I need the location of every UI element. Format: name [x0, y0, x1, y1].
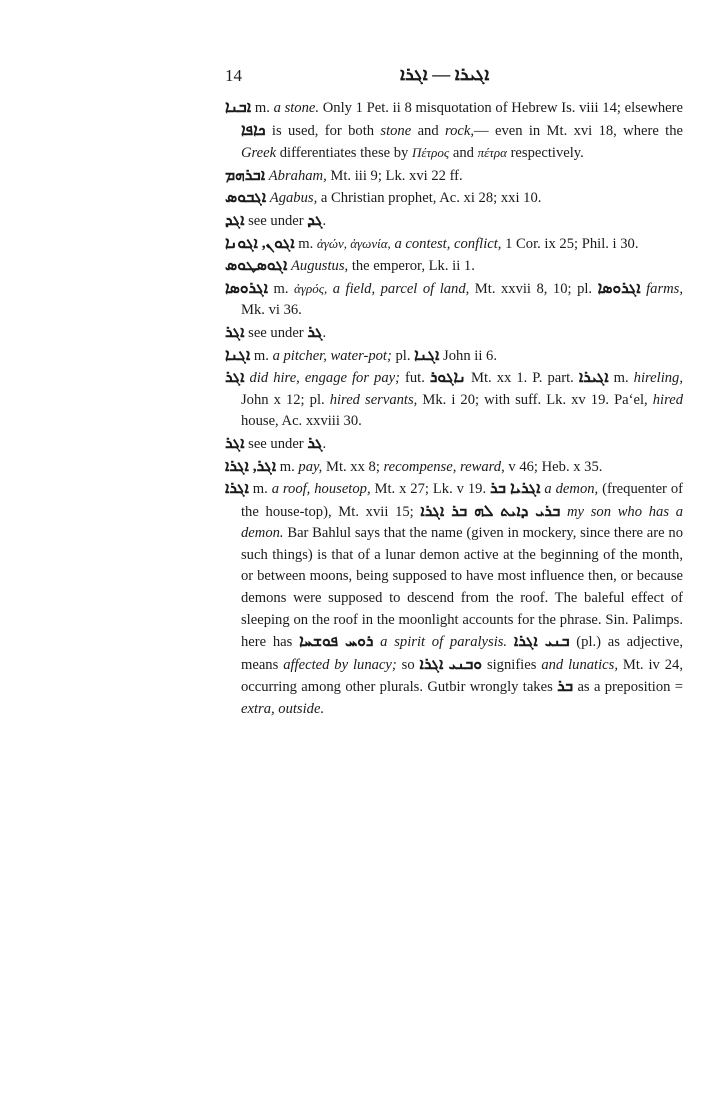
entry-text: see under — [244, 435, 308, 452]
definition: pay, — [298, 458, 323, 475]
headword: ܐܒܪܗܡ — [225, 166, 266, 184]
entry-text: pl. — [391, 347, 415, 364]
running-head: ܐܓܝܪܐ — ܐܓܪܐ — [400, 64, 490, 84]
definition: hired servants, — [329, 391, 418, 408]
entry-text: . — [322, 324, 327, 341]
entry-hire — [225, 367, 683, 433]
entry-text: m. — [294, 235, 317, 252]
entry-text — [560, 504, 567, 520]
definition: Abraham, — [268, 167, 327, 184]
syriac-word: ܓܪ — [307, 434, 323, 452]
entry-augustus — [225, 255, 683, 278]
entry-text: m. — [268, 280, 295, 297]
entry-pay — [225, 456, 683, 479]
syriac-word: ܒܢܝ ܐܓܪܐ — [513, 633, 570, 651]
headword: ܐܓܪܐ — [225, 480, 249, 498]
greek-word: πέτρα — [477, 145, 507, 161]
definition: a stone. — [273, 100, 320, 116]
entry-text: respectively. — [506, 145, 584, 162]
syriac-word: ܓܕ — [307, 211, 323, 229]
entry-text: house, Ac. xxviii 30. — [241, 413, 362, 430]
entry-text: Mt. xx 8; — [322, 458, 384, 475]
headword: ܐܓܪ, ܐܓܪܐ — [225, 457, 277, 475]
syriac-word: ܒܪ — [557, 678, 574, 696]
definition: a demon, — [544, 481, 599, 498]
entry-text: as a preposition = — [573, 679, 683, 696]
entry-text: a Christian prophet, Ac. xi 28; xxi 10. — [317, 190, 542, 207]
definition: stone — [380, 122, 412, 139]
headword: ܐܓܘܢ, ܐܓܘܢܐ — [225, 234, 295, 252]
entry-text: differentiates these by — [276, 145, 412, 162]
entry-text: m. — [251, 100, 274, 116]
entry-text: Mk. i 20; with suff. Lk. xv 19. Pa‘el, — [417, 391, 653, 408]
entry-stone — [225, 97, 683, 165]
entry-field — [225, 278, 683, 322]
entry-cross-reference — [225, 210, 683, 233]
definition: my son who has a demon. — [241, 503, 683, 542]
entry-text: . — [322, 212, 327, 229]
entry-text: Mt. iii 9; Lk. xvi 22 ff. — [326, 167, 463, 184]
headword: ܐܓܕ — [225, 211, 245, 229]
syriac-word: ܒܪܝ ܕܐܝܬ ܠܗ ܒܪ ܐܓܪܐ — [420, 502, 561, 520]
entry-roof — [225, 478, 683, 721]
page-header — [225, 60, 683, 90]
syriac-word: ܢܐܓܘܪ — [429, 369, 466, 387]
definition: hired — [652, 391, 684, 408]
greek-word: ἀγών, ἀγωνία, — [316, 235, 391, 251]
entry-text: 1 Cor. ix 25; Phil. i 30. — [501, 235, 639, 252]
definition: affected by lunacy; — [283, 656, 397, 673]
entry-text: Mt. x 27; Lk. v 19. — [370, 481, 491, 498]
definition: hireling, — [633, 370, 683, 387]
definition: a roof, housetop, — [271, 481, 371, 498]
definition: a field, parcel of land, — [332, 280, 470, 297]
definition: a spirit of paralysis. — [380, 634, 508, 651]
headword: ܐܓܘܣܛܘܣ — [225, 257, 288, 275]
syriac-word: ܘܒܢܝ ܐܓܪܐ — [419, 655, 483, 673]
entry-text: signifies — [482, 656, 542, 673]
headword: ܐܒܢܐ — [225, 99, 252, 116]
entry-text: (pl.) as adjective, means — [241, 634, 684, 673]
definition: rock, — [444, 122, 475, 139]
entry-text: so — [396, 656, 420, 673]
headword: ܐܓܒܘܣ — [225, 189, 267, 207]
entry-text: — even in Mt. xvi 18, where the — [474, 122, 683, 139]
entry-agabus — [225, 187, 683, 210]
entry-text: m. — [248, 481, 272, 498]
greek-word: Πέτρος — [412, 145, 450, 161]
entry-text: see under — [244, 212, 308, 229]
entry-text: and — [449, 145, 478, 162]
syriac-word: ܐܓܪܘܣܐ — [597, 279, 641, 297]
syriac-word: ܓܪ — [307, 323, 323, 341]
entry-text: (frequenter of the house-top), Mt. xvii 15; — [241, 481, 683, 520]
headword: ܐܓܪܘܣܐ — [225, 279, 269, 297]
headword: ܐܓܪ — [225, 434, 245, 452]
definition: recompense, reward, — [383, 458, 505, 475]
definition: extra, outside. — [241, 701, 325, 718]
page-number: 14 — [225, 66, 242, 85]
dictionary-body — [225, 97, 683, 721]
definition: Greek — [241, 145, 277, 162]
entry-text — [507, 634, 514, 650]
entry-cross-reference — [225, 322, 683, 345]
entry-text: fut. — [399, 370, 430, 387]
entry-text: v 46; Heb. x 35. — [504, 458, 603, 475]
entry-text: Mt. xx 1. P. part. — [465, 370, 579, 387]
entry-contest — [225, 233, 683, 256]
syriac-word: ܐܓܝܪܐ — [578, 369, 609, 387]
entry-text: Mt. xxvii 8, 10; pl. — [469, 280, 598, 297]
entry-text: see under — [244, 324, 308, 341]
greek-word: ἀγρός, — [294, 280, 328, 296]
syriac-word: ܐܓܪܝܐ ܒܪ — [490, 480, 541, 498]
definition: Augustus, — [291, 258, 349, 275]
definition: Agabus, — [269, 190, 318, 207]
definition: did hire, engage for pay; — [249, 370, 400, 387]
entry-text: m. — [250, 347, 273, 364]
entry-text: Only 1 Pet. ii 8 misquotation of Hebrew Is. viii 14; elsewhere — [319, 100, 683, 116]
syriac-word: ܐܓܢܐ — [414, 346, 440, 364]
entry-text: Mk. vi 36. — [241, 302, 302, 319]
entry-text: Bar Bahlul says that the name (given in mockery, since there are no such things) is that of a lunar demon active at the beginning of the month, or between moons, being supposed to have most influence then, or because demons were supposed to descend from the roof. The baleful effect of sleeping on the roof in the moonlight accounts for the phrase. Sin. Palimps. here has — [241, 525, 683, 651]
entry-text: Mt. iv 24, occurring among other plurals. Gutbir wrongly takes — [241, 656, 683, 696]
entry-cross-reference — [225, 433, 683, 456]
definition: a contest, conflict, — [394, 235, 502, 252]
headword: ܐܓܪ — [225, 323, 245, 341]
syriac-word: ܟܐܦܐ — [241, 121, 266, 139]
entry-text: and — [411, 122, 445, 139]
entry-text: m. — [608, 370, 634, 387]
entry-text: John x 12; pl. — [241, 391, 330, 408]
syriac-word: ܪܘܚ ܦܘܫܚܐ — [299, 633, 374, 651]
headword: ܐܓܪ — [225, 369, 245, 387]
entry-abraham — [225, 165, 683, 188]
entry-text: is used, for both — [265, 122, 381, 139]
entry-text: . — [322, 435, 327, 452]
definition: farms, — [646, 280, 683, 297]
entry-pitcher — [225, 345, 683, 368]
entry-text: John ii 6. — [439, 347, 497, 364]
headword: ܐܓܢܐ — [225, 346, 251, 364]
entry-text: m. — [276, 458, 299, 475]
entry-text: the emperor, Lk. ii 1. — [348, 258, 475, 275]
definition: a pitcher, water-pot; — [272, 347, 392, 364]
definition: and lunatics, — [541, 656, 618, 673]
